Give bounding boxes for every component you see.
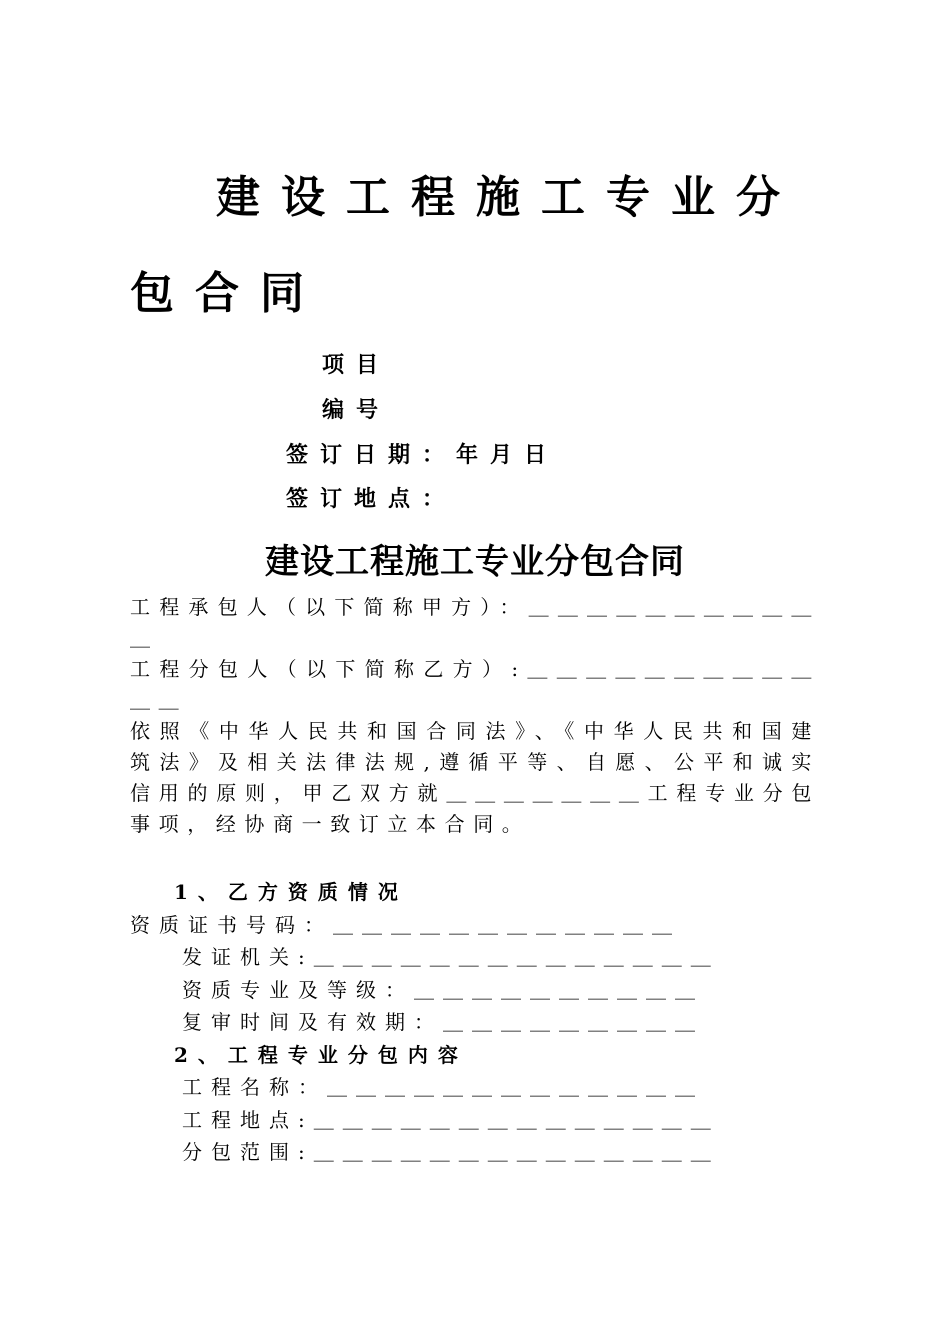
issuer-line: 发证机关:＿＿＿＿＿＿＿＿＿＿＿＿＿＿ xyxy=(182,945,720,969)
section2-heading: 2、工程专业分包内容 xyxy=(174,1042,468,1067)
meta-sign-date: 签订日期：年月日 xyxy=(286,442,559,468)
grade-line: 资质专业及等级：＿＿＿＿＿＿＿＿＿＿ xyxy=(182,977,704,1002)
meta-sign-place: 签订地点： xyxy=(286,486,457,512)
meta-project: 项目 xyxy=(322,352,391,378)
project-name-line: 工程名称：＿＿＿＿＿＿＿＿＿＿＿＿＿ xyxy=(182,1075,704,1099)
sub-title: 建设工程施工专业分包合同 xyxy=(265,542,685,582)
meta-number: 编号 xyxy=(322,397,391,423)
project-location-line: 工程地点:＿＿＿＿＿＿＿＿＿＿＿＿＿＿ xyxy=(182,1107,720,1132)
party-b-line: 工程分包人（以下简称乙方）:＿＿＿＿＿＿＿＿＿＿＿＿ xyxy=(130,657,820,712)
review-line: 复审时间及有效期：＿＿＿＿＿＿＿＿＿ xyxy=(182,1010,704,1034)
scope-line: 分包范围:＿＿＿＿＿＿＿＿＿＿＿＿＿＿ xyxy=(182,1140,720,1164)
cert-number-line: 资质证书号码：＿＿＿＿＿＿＿＿＿＿＿＿ xyxy=(130,912,681,937)
party-a-line: 工程承包人（以下简称甲方）：＿＿＿＿＿＿＿＿＿＿＿ xyxy=(130,595,820,650)
preamble-paragraph: 依照《中华人民共和国合同法》、《中华人民共和国建筑法》及相关法律法规,遵循平等、自愿、公平和诚实信用的原则，甲乙双方就＿＿＿＿＿＿＿工程专业分包事项，经协商一致订立本合同。 xyxy=(130,719,820,836)
contract-sections xyxy=(130,876,830,1169)
main-title: 建设工程施工专业分包合同 xyxy=(130,172,801,319)
section1-heading: 1、乙方资质情况 xyxy=(174,880,408,904)
contract-intro xyxy=(130,592,820,840)
